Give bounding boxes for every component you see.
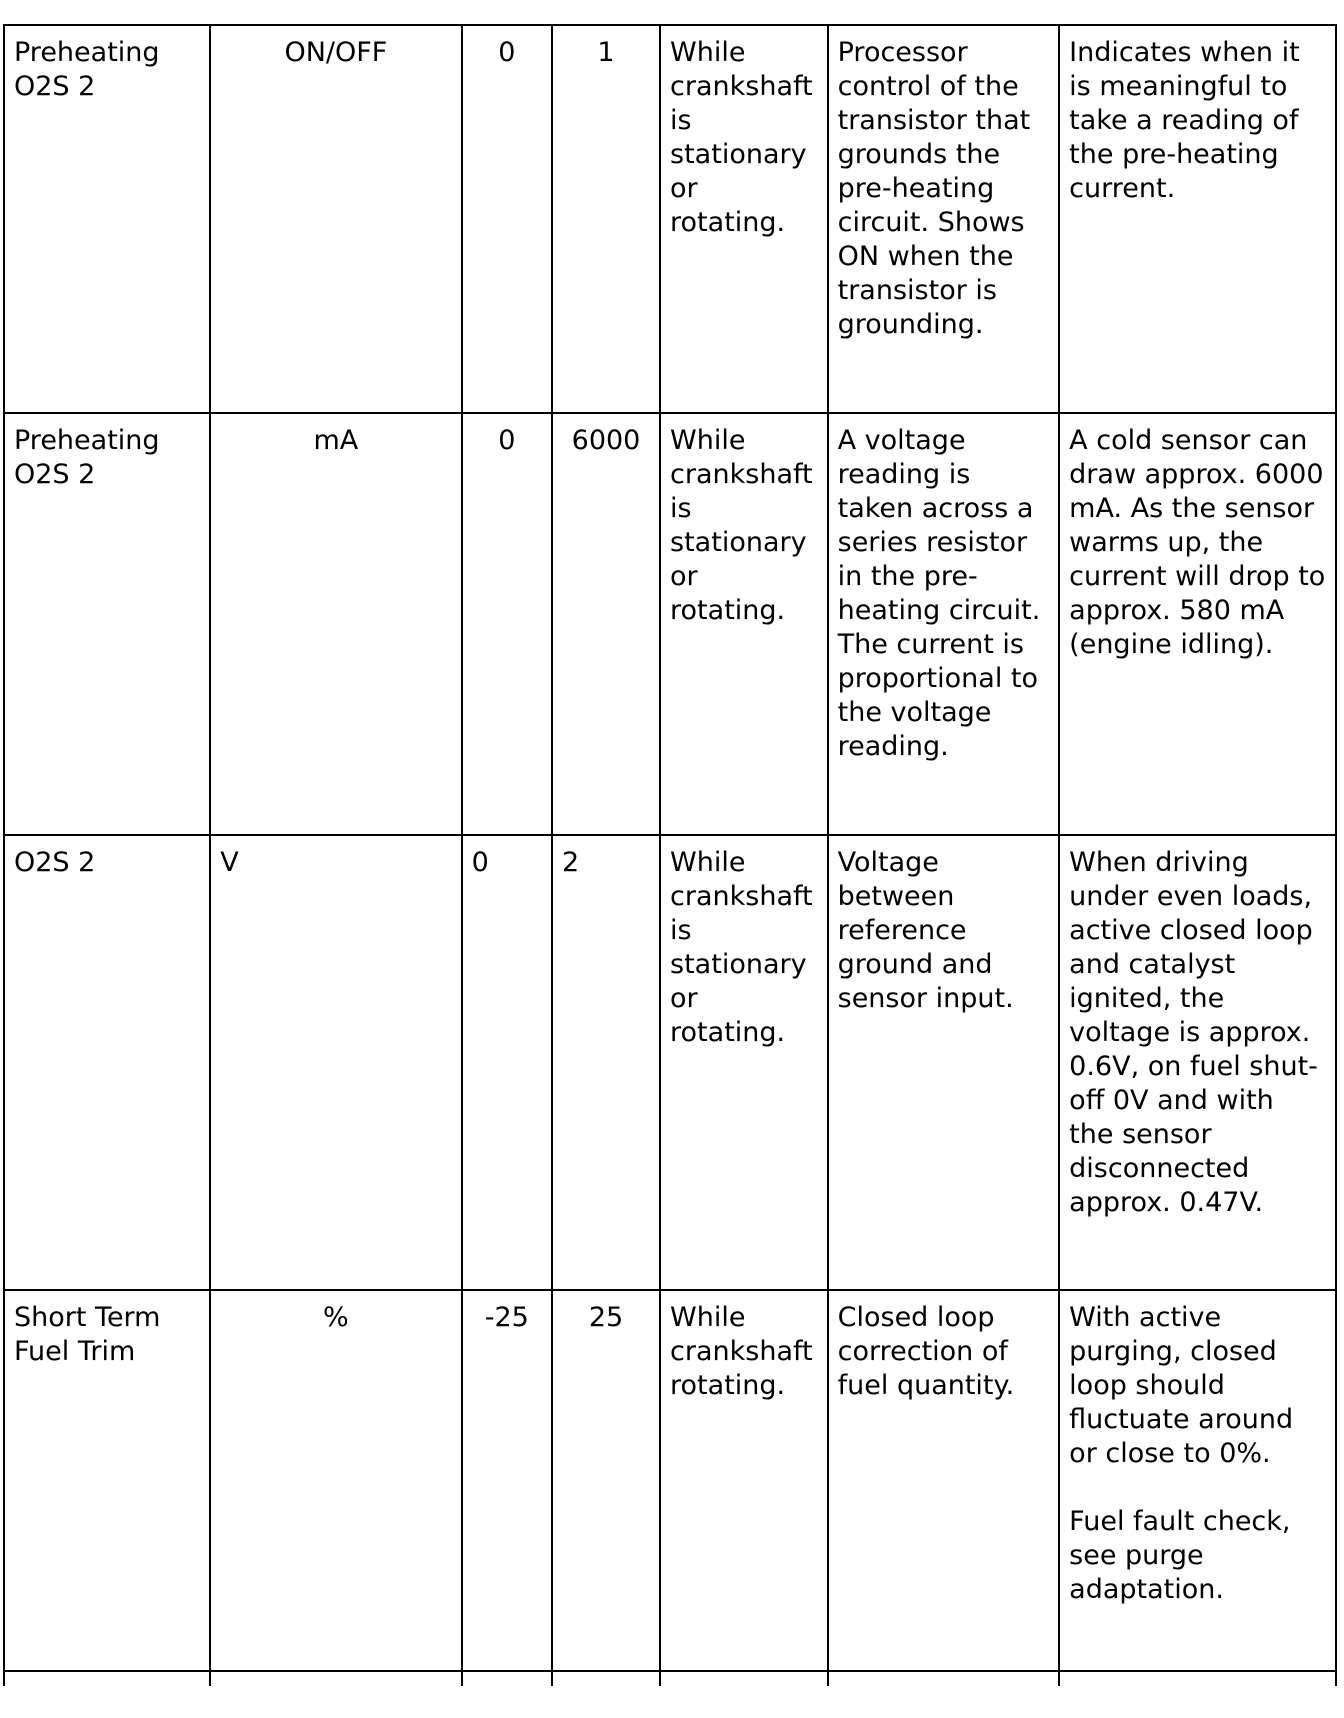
description-cell: Processor control of the transistor that grounds the pre-heating circuit. Shows ON when the transistor is grounding. — [828, 25, 1060, 413]
parameter-table — [3, 24, 1337, 1686]
table-row — [4, 25, 1336, 413]
max-cell: 25 — [552, 1290, 660, 1671]
min-cell: 0 — [462, 413, 552, 835]
max-cell: 6000 — [552, 413, 660, 835]
table-row — [4, 835, 1336, 1290]
note-spacer — [1069, 1471, 1326, 1505]
note-extra-text: Fuel fault check, see purge adaptation. — [1069, 1506, 1291, 1605]
table-continuation — [4, 1671, 1336, 1686]
min-cell: 0 — [462, 25, 552, 413]
condition-cell: While crankshaft rotating. — [660, 1290, 828, 1671]
unit-cell: % — [210, 1290, 461, 1671]
condition-cell: While crankshaft is stationary or rotating. — [660, 413, 828, 835]
min-cell: -25 — [462, 1290, 552, 1671]
param-name-cell: Preheating O2S 2 — [4, 25, 210, 413]
max-cell: 1 — [552, 25, 660, 413]
condition-cell: While crankshaft is stationary or rotating. — [660, 25, 828, 413]
param-name-cell: O2S 2 — [4, 835, 210, 1290]
note-cell: Indicates when it is meaningful to take a reading of the pre-heating current. — [1059, 25, 1336, 413]
condition-cell: While crankshaft is stationary or rotating. — [660, 835, 828, 1290]
unit-cell: V — [210, 835, 461, 1290]
description-cell: Voltage between reference ground and sensor input. — [828, 835, 1060, 1290]
note-cell: When driving under even loads, active closed loop and catalyst ignited, the voltage is approx. 0.6V, on fuel shut-off 0V and with the sensor disconnected approx. 0.47V. — [1059, 835, 1336, 1290]
param-name-cell: Preheating O2S 2 — [4, 413, 210, 835]
unit-cell: ON/OFF — [210, 25, 461, 413]
table-row — [4, 413, 1336, 835]
description-cell: Closed loop correction of fuel quantity. — [828, 1290, 1060, 1671]
min-cell: 0 — [462, 835, 552, 1290]
max-cell: 2 — [552, 835, 660, 1290]
table-row — [4, 1290, 1336, 1671]
unit-cell: mA — [210, 413, 461, 835]
description-cell: A voltage reading is taken across a series resistor in the pre-heating circuit. The current is proportional to the voltage reading. — [828, 413, 1060, 835]
note-cell: A cold sensor can draw approx. 6000 mA. As the sensor warms up, the current will drop to approx. 580 mA (engine idling). — [1059, 413, 1336, 835]
note-text: With active purging, closed loop should fluctuate around or close to 0%. — [1069, 1302, 1294, 1469]
note-cell — [1059, 1290, 1336, 1671]
param-name-cell: Short Term Fuel Trim — [4, 1290, 210, 1671]
